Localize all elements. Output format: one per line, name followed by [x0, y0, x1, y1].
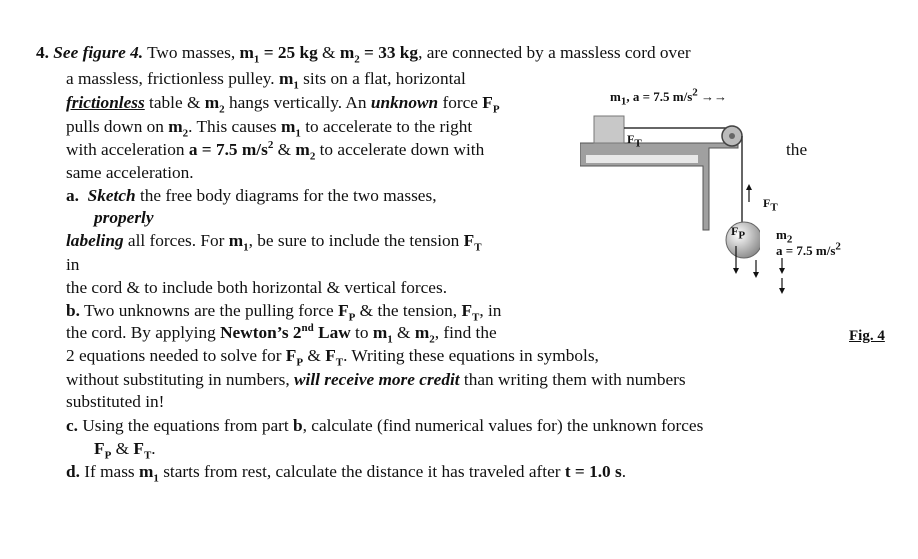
problem-line-5: with acceleration a = 7.5 $m/s^2$ & $m_2$ to accelerate down with: [66, 139, 485, 163]
pulley-figure: [580, 110, 760, 290]
part-d-line-1: d. If mass $m_1$ starts from rest, calculate the distance it has traveled after t = 1.0 s.: [66, 462, 627, 485]
figure-caption: Fig. 4: [849, 328, 885, 344]
part-c-line-1: c. Using the equations from part b, calculate (find numerical values for) the unknown forces: [66, 416, 704, 435]
problem-line-2: a massless, frictionless pulley. $m_1$ sits on a flat, horizontal: [66, 69, 466, 92]
problem-line-1: [36, 42, 691, 66]
frictionless-text: frictionless: [66, 93, 145, 112]
ft-label-top: $F_T$: [627, 132, 642, 150]
part-b-line-3: 2 equations needed to solve for $F_P$ & $F_T$. Writing these equations in symbols,: [66, 346, 599, 369]
part-a-line-2: properly: [94, 208, 154, 227]
problem-line-6: same acceleration.: [66, 163, 194, 182]
problem-line-4: pulls down on $m_2$. This causes $m_1$ to accelerate to the right: [66, 117, 473, 140]
fp-label: $F_P$: [731, 224, 746, 242]
part-a-line-5: the cord & to include both horizontal & vertical forces.: [66, 278, 448, 297]
ft-label-side: $F_T$: [763, 196, 778, 214]
m1-accel-label: $m_1$, a = 7.5 $m/s^2$ →→: [610, 86, 728, 108]
the-label: the: [786, 140, 808, 159]
block-m1: [594, 116, 624, 143]
problem-number: 4.: [36, 43, 49, 62]
m2-label: $m_2$: [776, 227, 793, 246]
pulley-axle: [729, 133, 735, 139]
problem-line-3: frictionless table & $m_2$ hangs vertically. An unknown force $F_P$: [66, 93, 500, 116]
part-a-line-4: in: [66, 255, 80, 274]
part-b-line-1: b. Two unknowns are the pulling force $F_P$ & the tension, $F_T$, in: [66, 301, 502, 324]
down-arrowhead-1: [753, 272, 759, 278]
part-b-line-2: the cord. By applying Newton’s 2nd Law to $m_1$ & $m_2$, find the: [66, 322, 497, 346]
part-a-line-3: labeling all forces. For $m_1$, be sure to include the tension $F_T$: [66, 231, 482, 254]
part-b-line-4: without substituting in numbers, will receive more credit than writing them with numbers: [66, 370, 686, 389]
text: Two masses,: [143, 43, 240, 62]
mass-m2: $m_2 = 33$ kg: [339, 43, 419, 66]
text: &: [317, 43, 340, 62]
ft-arrowhead: [746, 184, 752, 190]
accel-arrows-m2: [772, 256, 792, 300]
mass-m1: $m_1 = 25$ kg: [239, 43, 318, 66]
part-c-line-2: $F_P$ & $F_T$.: [94, 439, 156, 462]
part-a-line-1: a. Sketch the free body diagrams for the two masses,: [66, 186, 437, 205]
text: , are connected by a massless cord over: [418, 43, 691, 62]
accel-arrowhead-2: [779, 288, 785, 294]
m2-accel-label: a = 7.5 $m/s^2$: [776, 240, 841, 258]
see-figure-text: See figure 4.: [53, 43, 144, 62]
table-face: [586, 155, 698, 163]
accel-arrowhead-1: [779, 268, 785, 274]
part-b-line-5: substituted in!: [66, 392, 165, 411]
fp-arrowhead: [733, 268, 739, 274]
